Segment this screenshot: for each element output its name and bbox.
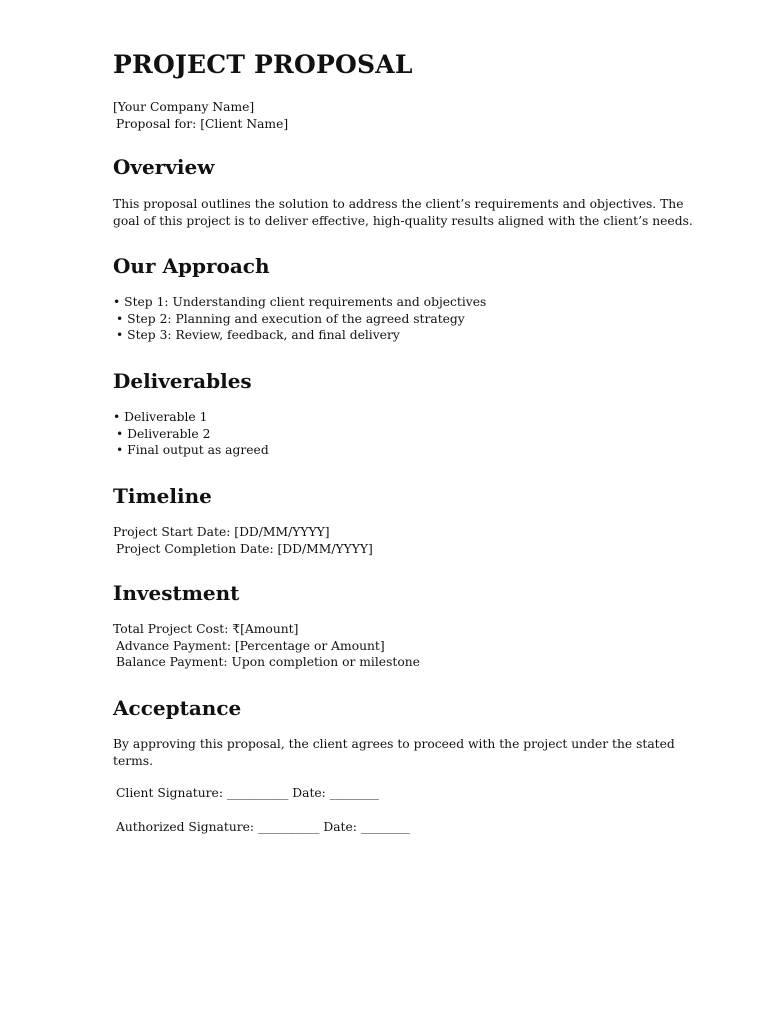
approach-step: • Step 3: Review, feedback, and final delivery [116, 328, 400, 343]
overview-heading: Overview [113, 155, 215, 179]
deliverable-item: • Deliverable 2 [116, 426, 211, 441]
advance-payment: Advance Payment: [Percentage or Amount] [116, 638, 385, 653]
document-title: PROJECT PROPOSAL [113, 50, 413, 79]
completion-date: Project Completion Date: [DD/MM/YYYY] [116, 541, 373, 556]
balance-payment: Balance Payment: Upon completion or milestone [116, 655, 420, 670]
approach-step: • Step 1: Understanding client requirements and objectives [113, 295, 487, 309]
overview-line: goal of this project is to deliver effective, high-quality results aligned with the client’s needs. [113, 213, 693, 228]
total-cost: Total Project Cost: ₹[Amount] [113, 622, 299, 636]
header-info [113, 99, 673, 132]
deliverables-list [113, 409, 673, 459]
approach-list [113, 294, 673, 344]
investment-heading: Investment [113, 581, 240, 605]
approach-heading: Our Approach [113, 254, 270, 278]
overview-line: This proposal outlines the solution to address the client’s requirements and objectives. The [113, 197, 684, 211]
deliverable-item: • Final output as agreed [116, 443, 269, 458]
deliverables-heading: Deliverables [113, 369, 252, 393]
timeline-info [113, 524, 673, 557]
client-signature-line: Client Signature: __________ Date: ________ [116, 786, 379, 800]
overview-text [113, 196, 693, 229]
company-name: [Your Company Name] [113, 100, 255, 114]
authorized-signature-line: Authorized Signature: __________ Date: ________ [116, 820, 411, 834]
proposal-for: Proposal for: [Client Name] [116, 116, 289, 131]
acceptance-heading: Acceptance [113, 696, 242, 720]
approach-step: • Step 2: Planning and execution of the agreed strategy [116, 311, 465, 326]
investment-info [113, 621, 673, 671]
deliverable-item: • Deliverable 1 [113, 410, 208, 424]
acceptance-text [113, 736, 673, 769]
acceptance-line: terms. [113, 753, 153, 768]
acceptance-line: By approving this proposal, the client agrees to proceed with the project under the stated [113, 737, 675, 751]
timeline-heading: Timeline [113, 484, 212, 508]
start-date: Project Start Date: [DD/MM/YYYY] [113, 525, 330, 539]
